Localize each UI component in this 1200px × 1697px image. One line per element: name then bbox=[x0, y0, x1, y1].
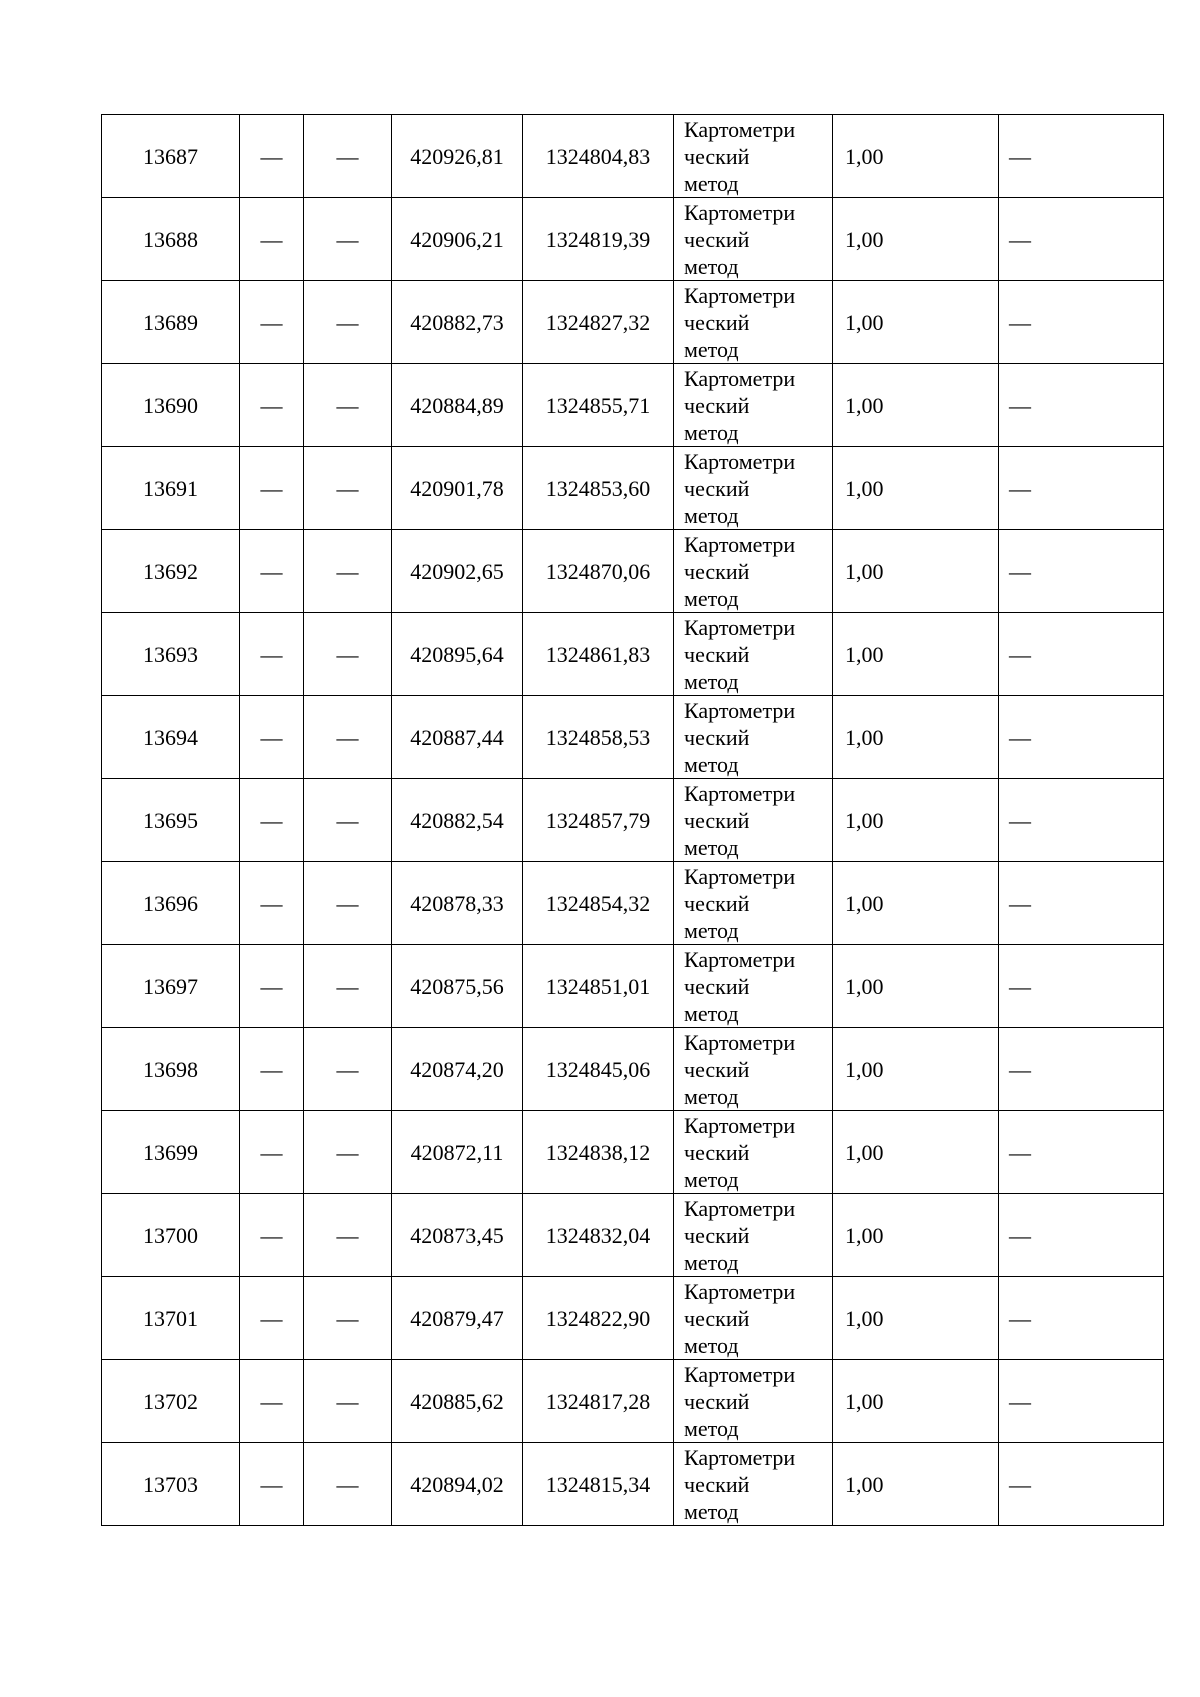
empty-cell: — bbox=[240, 364, 304, 447]
method-text-line: метод bbox=[684, 1249, 739, 1275]
coordinate-x-cell: 420875,56 bbox=[392, 945, 523, 1028]
method-text-line: ческий bbox=[684, 143, 750, 169]
table-row bbox=[102, 779, 1164, 862]
empty-cell: — bbox=[304, 1277, 392, 1360]
point-number-cell: 13696 bbox=[102, 862, 240, 945]
empty-cell: — bbox=[304, 364, 392, 447]
empty-cell: — bbox=[240, 115, 304, 198]
method-text-line: ческий bbox=[684, 309, 750, 335]
method-cell bbox=[674, 530, 833, 613]
accuracy-cell: 1,00 bbox=[833, 1111, 999, 1194]
point-number-cell: 13698 bbox=[102, 1028, 240, 1111]
method-text-line: Картометри bbox=[684, 614, 796, 640]
point-number-cell: 13694 bbox=[102, 696, 240, 779]
point-number-cell: 13690 bbox=[102, 364, 240, 447]
empty-cell: — bbox=[304, 862, 392, 945]
method-text-line: ческий bbox=[684, 1056, 750, 1082]
empty-cell: — bbox=[999, 530, 1164, 613]
method-text-line: метод bbox=[684, 834, 739, 860]
method-text-line: ческий bbox=[684, 1139, 750, 1165]
table-row bbox=[102, 115, 1164, 198]
method-text-line: метод bbox=[684, 1000, 739, 1026]
method-cell bbox=[674, 1028, 833, 1111]
point-number-cell: 13689 bbox=[102, 281, 240, 364]
empty-cell: — bbox=[999, 115, 1164, 198]
method-text-line: метод bbox=[684, 751, 739, 777]
table-row bbox=[102, 1443, 1164, 1526]
method-text-line: ческий bbox=[684, 1305, 750, 1331]
coordinate-x-cell: 420878,33 bbox=[392, 862, 523, 945]
method-text-line: Картометри bbox=[684, 448, 796, 474]
method-cell bbox=[674, 447, 833, 530]
empty-cell: — bbox=[240, 1360, 304, 1443]
coordinate-x-cell: 420901,78 bbox=[392, 447, 523, 530]
accuracy-cell: 1,00 bbox=[833, 1443, 999, 1526]
coordinate-y-cell: 1324870,06 bbox=[523, 530, 674, 613]
method-text-line: ческий bbox=[684, 724, 750, 750]
empty-cell: — bbox=[304, 530, 392, 613]
empty-cell: — bbox=[304, 1028, 392, 1111]
empty-cell: — bbox=[999, 198, 1164, 281]
point-number-cell: 13695 bbox=[102, 779, 240, 862]
coordinate-x-cell: 420894,02 bbox=[392, 1443, 523, 1526]
method-text-line: метод bbox=[684, 502, 739, 528]
accuracy-cell: 1,00 bbox=[833, 613, 999, 696]
method-cell bbox=[674, 1360, 833, 1443]
empty-cell: — bbox=[304, 1360, 392, 1443]
coordinate-x-cell: 420902,65 bbox=[392, 530, 523, 613]
empty-cell: — bbox=[999, 613, 1164, 696]
method-text-line: метод bbox=[684, 1083, 739, 1109]
accuracy-cell: 1,00 bbox=[833, 1360, 999, 1443]
method-text-line: ческий bbox=[684, 641, 750, 667]
method-text-line: метод bbox=[684, 917, 739, 943]
empty-cell: — bbox=[304, 447, 392, 530]
accuracy-cell: 1,00 bbox=[833, 115, 999, 198]
table-row bbox=[102, 447, 1164, 530]
accuracy-cell: 1,00 bbox=[833, 447, 999, 530]
coordinate-x-cell: 420884,89 bbox=[392, 364, 523, 447]
empty-cell: — bbox=[240, 447, 304, 530]
empty-cell: — bbox=[304, 115, 392, 198]
method-text-line: метод bbox=[684, 419, 739, 445]
table-body bbox=[102, 115, 1164, 1526]
method-text-line: метод bbox=[684, 585, 739, 611]
table-row bbox=[102, 613, 1164, 696]
coordinate-y-cell: 1324857,79 bbox=[523, 779, 674, 862]
empty-cell: — bbox=[304, 1194, 392, 1277]
coordinate-y-cell: 1324804,83 bbox=[523, 115, 674, 198]
empty-cell: — bbox=[240, 1443, 304, 1526]
table-row bbox=[102, 1194, 1164, 1277]
method-text-line: метод bbox=[684, 1498, 739, 1524]
point-number-cell: 13700 bbox=[102, 1194, 240, 1277]
coordinates-table bbox=[101, 114, 1164, 1526]
point-number-cell: 13693 bbox=[102, 613, 240, 696]
table-row bbox=[102, 530, 1164, 613]
table-row bbox=[102, 281, 1164, 364]
accuracy-cell: 1,00 bbox=[833, 1277, 999, 1360]
empty-cell: — bbox=[999, 1194, 1164, 1277]
method-text-line: Картометри bbox=[684, 780, 796, 806]
method-text-line: Картометри bbox=[684, 1112, 796, 1138]
method-text-line: Картометри bbox=[684, 1444, 796, 1470]
coordinate-x-cell: 420873,45 bbox=[392, 1194, 523, 1277]
accuracy-cell: 1,00 bbox=[833, 530, 999, 613]
method-text-line: ческий bbox=[684, 890, 750, 916]
coordinate-y-cell: 1324822,90 bbox=[523, 1277, 674, 1360]
method-text-line: Картометри bbox=[684, 1195, 796, 1221]
coordinate-x-cell: 420879,47 bbox=[392, 1277, 523, 1360]
empty-cell: — bbox=[304, 1443, 392, 1526]
point-number-cell: 13687 bbox=[102, 115, 240, 198]
coordinate-x-cell: 420887,44 bbox=[392, 696, 523, 779]
coordinate-y-cell: 1324853,60 bbox=[523, 447, 674, 530]
empty-cell: — bbox=[999, 1111, 1164, 1194]
empty-cell: — bbox=[999, 945, 1164, 1028]
coordinate-y-cell: 1324832,04 bbox=[523, 1194, 674, 1277]
empty-cell: — bbox=[304, 779, 392, 862]
point-number-cell: 13688 bbox=[102, 198, 240, 281]
point-number-cell: 13692 bbox=[102, 530, 240, 613]
method-cell bbox=[674, 696, 833, 779]
method-cell bbox=[674, 945, 833, 1028]
accuracy-cell: 1,00 bbox=[833, 1028, 999, 1111]
empty-cell: — bbox=[304, 1111, 392, 1194]
empty-cell: — bbox=[999, 364, 1164, 447]
coordinate-y-cell: 1324851,01 bbox=[523, 945, 674, 1028]
method-text-line: метод bbox=[684, 336, 739, 362]
coordinate-y-cell: 1324819,39 bbox=[523, 198, 674, 281]
empty-cell: — bbox=[999, 1360, 1164, 1443]
method-text-line: ческий bbox=[684, 1388, 750, 1414]
method-cell bbox=[674, 613, 833, 696]
coordinate-y-cell: 1324855,71 bbox=[523, 364, 674, 447]
coordinate-y-cell: 1324858,53 bbox=[523, 696, 674, 779]
coordinate-x-cell: 420882,73 bbox=[392, 281, 523, 364]
coordinate-x-cell: 420874,20 bbox=[392, 1028, 523, 1111]
coordinate-y-cell: 1324861,83 bbox=[523, 613, 674, 696]
empty-cell: — bbox=[999, 696, 1164, 779]
point-number-cell: 13691 bbox=[102, 447, 240, 530]
coordinate-y-cell: 1324845,06 bbox=[523, 1028, 674, 1111]
table-row bbox=[102, 1360, 1164, 1443]
method-text-line: Картометри bbox=[684, 365, 796, 391]
method-text-line: Картометри bbox=[684, 863, 796, 889]
accuracy-cell: 1,00 bbox=[833, 198, 999, 281]
method-cell bbox=[674, 115, 833, 198]
method-cell bbox=[674, 1443, 833, 1526]
method-text-line: метод bbox=[684, 1415, 739, 1441]
method-text-line: ческий bbox=[684, 475, 750, 501]
coordinate-x-cell: 420926,81 bbox=[392, 115, 523, 198]
table-row bbox=[102, 364, 1164, 447]
empty-cell: — bbox=[240, 281, 304, 364]
empty-cell: — bbox=[240, 198, 304, 281]
point-number-cell: 13702 bbox=[102, 1360, 240, 1443]
coordinate-x-cell: 420895,64 bbox=[392, 613, 523, 696]
empty-cell: — bbox=[304, 945, 392, 1028]
empty-cell: — bbox=[240, 696, 304, 779]
method-text-line: Картометри bbox=[684, 946, 796, 972]
method-text-line: метод bbox=[684, 1166, 739, 1192]
method-cell bbox=[674, 198, 833, 281]
accuracy-cell: 1,00 bbox=[833, 696, 999, 779]
table-row bbox=[102, 696, 1164, 779]
table-row bbox=[102, 1277, 1164, 1360]
empty-cell: — bbox=[240, 862, 304, 945]
method-text-line: Картометри bbox=[684, 282, 796, 308]
coordinate-y-cell: 1324854,32 bbox=[523, 862, 674, 945]
empty-cell: — bbox=[304, 198, 392, 281]
empty-cell: — bbox=[304, 696, 392, 779]
empty-cell: — bbox=[999, 1277, 1164, 1360]
method-text-line: Картометри bbox=[684, 697, 796, 723]
method-cell bbox=[674, 1194, 833, 1277]
empty-cell: — bbox=[240, 1111, 304, 1194]
table-row bbox=[102, 1111, 1164, 1194]
coordinate-x-cell: 420906,21 bbox=[392, 198, 523, 281]
point-number-cell: 13699 bbox=[102, 1111, 240, 1194]
method-text-line: ческий bbox=[684, 973, 750, 999]
empty-cell: — bbox=[304, 281, 392, 364]
method-text-line: ческий bbox=[684, 1222, 750, 1248]
coordinate-x-cell: 420872,11 bbox=[392, 1111, 523, 1194]
method-text-line: ческий bbox=[684, 1471, 750, 1497]
accuracy-cell: 1,00 bbox=[833, 364, 999, 447]
method-text-line: метод bbox=[684, 1332, 739, 1358]
empty-cell: — bbox=[999, 281, 1164, 364]
method-cell bbox=[674, 862, 833, 945]
method-text-line: Картометри bbox=[684, 1361, 796, 1387]
empty-cell: — bbox=[240, 1194, 304, 1277]
empty-cell: — bbox=[999, 447, 1164, 530]
method-text-line: Картометри bbox=[684, 1029, 796, 1055]
table-row bbox=[102, 862, 1164, 945]
accuracy-cell: 1,00 bbox=[833, 945, 999, 1028]
empty-cell: — bbox=[999, 779, 1164, 862]
method-text-line: Картометри bbox=[684, 531, 796, 557]
table-row bbox=[102, 1028, 1164, 1111]
method-text-line: метод bbox=[684, 253, 739, 279]
method-text-line: Картометри bbox=[684, 1278, 796, 1304]
method-text-line: ческий bbox=[684, 807, 750, 833]
empty-cell: — bbox=[304, 613, 392, 696]
point-number-cell: 13697 bbox=[102, 945, 240, 1028]
empty-cell: — bbox=[999, 1443, 1164, 1526]
accuracy-cell: 1,00 bbox=[833, 1194, 999, 1277]
method-cell bbox=[674, 779, 833, 862]
accuracy-cell: 1,00 bbox=[833, 281, 999, 364]
coordinate-y-cell: 1324815,34 bbox=[523, 1443, 674, 1526]
accuracy-cell: 1,00 bbox=[833, 862, 999, 945]
coordinate-y-cell: 1324838,12 bbox=[523, 1111, 674, 1194]
empty-cell: — bbox=[999, 1028, 1164, 1111]
coordinate-y-cell: 1324827,32 bbox=[523, 281, 674, 364]
accuracy-cell: 1,00 bbox=[833, 779, 999, 862]
empty-cell: — bbox=[999, 862, 1164, 945]
coordinate-x-cell: 420882,54 bbox=[392, 779, 523, 862]
method-text-line: Картометри bbox=[684, 116, 796, 142]
table-row bbox=[102, 198, 1164, 281]
empty-cell: — bbox=[240, 613, 304, 696]
method-cell bbox=[674, 1277, 833, 1360]
method-cell bbox=[674, 1111, 833, 1194]
method-text-line: Картометри bbox=[684, 199, 796, 225]
point-number-cell: 13703 bbox=[102, 1443, 240, 1526]
method-text-line: метод bbox=[684, 668, 739, 694]
method-text-line: ческий bbox=[684, 226, 750, 252]
method-text-line: метод bbox=[684, 170, 739, 196]
empty-cell: — bbox=[240, 779, 304, 862]
empty-cell: — bbox=[240, 1028, 304, 1111]
method-text-line: ческий bbox=[684, 558, 750, 584]
method-text-line: ческий bbox=[684, 392, 750, 418]
table-row bbox=[102, 945, 1164, 1028]
method-cell bbox=[674, 364, 833, 447]
coordinate-y-cell: 1324817,28 bbox=[523, 1360, 674, 1443]
method-cell bbox=[674, 281, 833, 364]
empty-cell: — bbox=[240, 530, 304, 613]
empty-cell: — bbox=[240, 1277, 304, 1360]
coordinate-x-cell: 420885,62 bbox=[392, 1360, 523, 1443]
point-number-cell: 13701 bbox=[102, 1277, 240, 1360]
empty-cell: — bbox=[240, 945, 304, 1028]
